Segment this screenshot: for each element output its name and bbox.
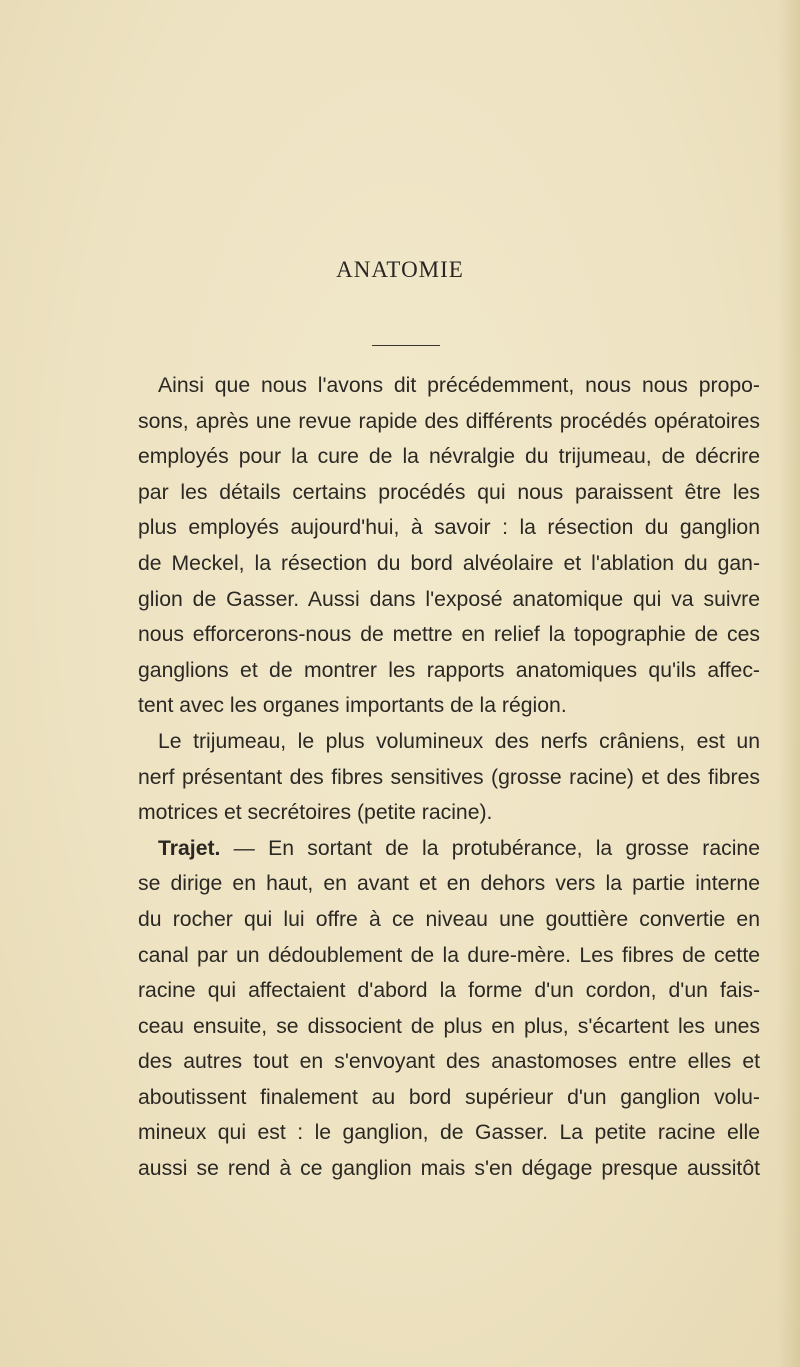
text-line: sons, après une revue rapide des différents procédés opératoires <box>138 409 760 433</box>
text-line: nerf présentant des fibres sensitives (grosse racine) et des fibres <box>138 765 760 789</box>
text-line: nous efforcerons-nous de mettre en relief la topographie de ces <box>138 623 760 647</box>
text-line: aussi se rend à ce ganglion mais s'en dégage presque aussitôt <box>138 1157 760 1181</box>
text-line: plus employés aujourd'hui, à savoir : la résection du ganglion <box>138 516 760 540</box>
body-text <box>138 368 760 1187</box>
text-line: se dirige en haut, en avant et en dehors vers la partie interne <box>138 872 760 896</box>
section-label-trajet: Trajet. <box>158 836 221 860</box>
text-line: des autres tout en s'envoyant des anastomoses entre elles et <box>138 1050 760 1074</box>
text-line: motrices et secrétoires (petite racine). <box>138 801 493 825</box>
text-line: canal par un dédoublement de la dure-mère. Les fibres de cette <box>138 943 760 967</box>
text-line: ganglions et de montrer les rapports anatomiques qu'ils affec- <box>138 658 760 682</box>
text-line: aboutissent finalement au bord supérieur d'un ganglion volu- <box>138 1085 760 1109</box>
text-line: par les détails certains procédés qui nous paraissent être les <box>138 480 760 504</box>
text-line: du rocher qui lui offre à ce niveau une gouttière convertie en <box>138 907 760 931</box>
text-line-trajet-rest: — En sortant de la protubérance, la grosse racine <box>233 836 760 860</box>
page-heading: ANATOMIE <box>336 257 464 282</box>
text-line: tent avec les organes importants de la région. <box>138 694 567 718</box>
text-line: employés pour la cure de la névralgie du trijumeau, de décrire <box>138 445 760 469</box>
text-line: racine qui affectaient d'abord la forme d'un cordon, d'un fais- <box>138 979 760 1003</box>
text-line: Le trijumeau, le plus volumineux des nerfs crâniens, est un <box>158 729 760 753</box>
text-line: glion de Gasser. Aussi dans l'exposé anatomique qui va suivre <box>138 587 760 611</box>
text-line: Ainsi que nous l'avons dit précédemment, nous nous propo- <box>158 374 760 397</box>
heading-rule <box>372 345 440 346</box>
page-edge-shadow <box>778 0 800 1367</box>
text-line: mineux qui est : le ganglion, de Gasser. La petite racine elle <box>138 1121 760 1145</box>
text-line: de Meckel, la résection du bord alvéolaire et l'ablation du gan- <box>138 551 760 575</box>
text-line-trajet <box>138 831 760 867</box>
text-line: ceau ensuite, se dissocient de plus en plus, s'écartent les unes <box>138 1014 760 1038</box>
